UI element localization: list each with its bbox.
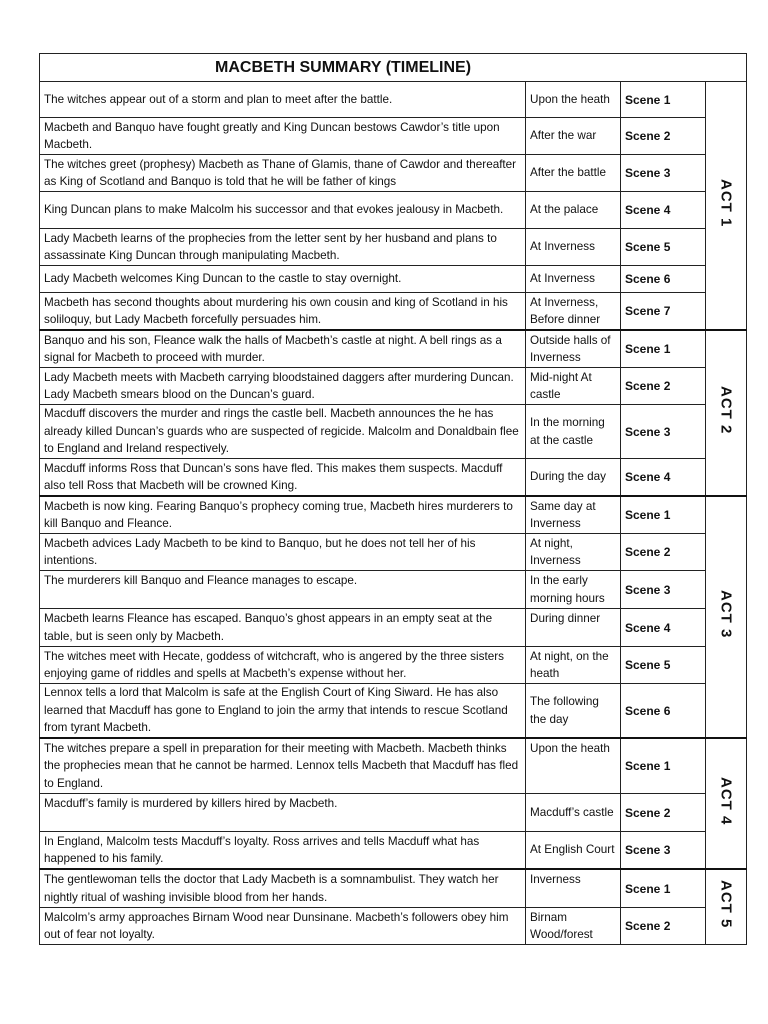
scene-cell: Scene 3	[621, 571, 706, 609]
place-cell: At the palace	[526, 192, 621, 229]
event-cell: The witches prepare a spell in preparation for their meeting with Macbeth. Macbeth thinks the prophecies mean that he cannot be harmed. Lennox tells Macbeth that Macduff has fled to England.	[40, 738, 526, 794]
scene-cell: Scene 1	[621, 496, 706, 534]
place-cell: During the day	[526, 459, 621, 497]
place-cell: At night, Inverness	[526, 534, 621, 571]
table-row	[40, 266, 747, 293]
scene-cell: Scene 2	[621, 534, 706, 571]
event-cell: The gentlewoman tells the doctor that Lady Macbeth is a somnambulist. They watch her nightly ritual of washing invisible blood from her hands.	[40, 869, 526, 908]
place-cell: After the war	[526, 118, 621, 155]
table-row	[40, 368, 747, 405]
event-cell: The witches greet (prophesy) Macbeth as Thane of Glamis, thane of Cawdor and thereafter as King of Scotland and Banquo is told that he will be father of kings	[40, 155, 526, 192]
event-cell: Lady Macbeth welcomes King Duncan to the castle to stay overnight.	[40, 266, 526, 293]
table-row	[40, 684, 747, 739]
event-cell: The witches meet with Hecate, goddess of witchcraft, who is angered by the three sisters enjoying game of riddles and spells at Macbeth’s expense without her.	[40, 647, 526, 684]
event-cell: Lady Macbeth learns of the prophecies from the letter sent by her husband and plans to assassinate King Duncan through manipulating Macbeth.	[40, 229, 526, 266]
table-row	[40, 496, 747, 534]
place-cell: At Inverness	[526, 266, 621, 293]
place-cell: After the battle	[526, 155, 621, 192]
place-cell: Birnam Wood/forest	[526, 908, 621, 945]
event-cell: The witches appear out of a storm and plan to meet after the battle.	[40, 82, 526, 118]
event-cell: Macbeth has second thoughts about murdering his own cousin and king of Scotland in his soliloquy, but Lady Macbeth forcefully persuades him.	[40, 293, 526, 331]
title-row	[40, 54, 747, 82]
place-cell: Macduff’s castle	[526, 794, 621, 832]
act-label: ACT 2	[717, 386, 735, 435]
table-row	[40, 82, 747, 118]
scene-cell: Scene 5	[621, 229, 706, 266]
table-row	[40, 738, 747, 794]
table-row	[40, 908, 747, 945]
table-row	[40, 293, 747, 331]
scene-cell: Scene 1	[621, 738, 706, 794]
act-label-cell	[706, 496, 747, 738]
scene-cell: Scene 1	[621, 869, 706, 908]
scene-cell: Scene 5	[621, 647, 706, 684]
act-label: ACT 4	[717, 776, 735, 826]
scene-cell: Scene 2	[621, 118, 706, 155]
event-cell: Lady Macbeth meets with Macbeth carrying bloodstained daggers after murdering Duncan. Lady Macbeth smears blood on the Duncan’s guard.	[40, 368, 526, 405]
act-label-cell	[706, 869, 747, 945]
scene-cell: Scene 1	[621, 330, 706, 368]
event-cell: Macduff informs Ross that Duncan’s sons have fled. This makes them suspects. Macduff also tell Ross that Macbeth will be crowned King.	[40, 459, 526, 497]
table-row	[40, 118, 747, 155]
scene-cell: Scene 4	[621, 609, 706, 647]
table-row	[40, 405, 747, 459]
table-row	[40, 869, 747, 908]
scene-cell: Scene 4	[621, 459, 706, 497]
scene-cell: Scene 2	[621, 794, 706, 832]
scene-cell: Scene 3	[621, 155, 706, 192]
place-cell: Upon the heath	[526, 738, 621, 794]
place-cell: At Inverness, Before dinner	[526, 293, 621, 331]
place-cell: At Inverness	[526, 229, 621, 266]
act-label: ACT 3	[717, 590, 735, 639]
place-cell: Outside halls of Inverness	[526, 330, 621, 368]
scene-cell: Scene 7	[621, 293, 706, 331]
place-cell: Same day at Inverness	[526, 496, 621, 534]
event-cell: Macduff discovers the murder and rings the castle bell. Macbeth announces the he has already killed Duncan’s guards who are suspected of regicide. Malcolm and Donaldbain flee to England and Ireland respectively.	[40, 405, 526, 459]
table-row	[40, 794, 747, 832]
table-row	[40, 534, 747, 571]
table-row	[40, 832, 747, 870]
place-cell: At English Court	[526, 832, 621, 870]
event-cell: Macduff’s family is murdered by killers hired by Macbeth.	[40, 794, 526, 832]
act-label-cell	[706, 738, 747, 869]
event-cell: Macbeth advices Lady Macbeth to be kind to Banquo, but he does not tell her of his intentions.	[40, 534, 526, 571]
scene-cell: Scene 2	[621, 908, 706, 945]
event-cell: Banquo and his son, Fleance walk the halls of Macbeth’s castle at night. A bell rings as a signal for Macbeth to proceed with murder.	[40, 330, 526, 368]
event-cell: Macbeth and Banquo have fought greatly and King Duncan bestows Cawdor’s title upon Macbeth.	[40, 118, 526, 155]
place-cell: Inverness	[526, 869, 621, 908]
place-cell: During dinner	[526, 609, 621, 647]
event-cell: Malcolm’s army approaches Birnam Wood near Dunsinane. Macbeth’s followers obey him out of fear not loyalty.	[40, 908, 526, 945]
scene-cell: Scene 4	[621, 192, 706, 229]
scene-cell: Scene 3	[621, 832, 706, 870]
event-cell: Lennox tells a lord that Malcolm is safe at the English Court of King Siward. He has also learned that Macduff has gone to England to join the army that intends to rescue Scotland from tyrant Macbeth.	[40, 684, 526, 739]
place-cell: The following the day	[526, 684, 621, 739]
scene-cell: Scene 2	[621, 368, 706, 405]
table-row	[40, 459, 747, 497]
event-cell: Macbeth learns Fleance has escaped. Banquo’s ghost appears in an empty seat at the table, but is seen only by Macbeth.	[40, 609, 526, 647]
place-cell: At night, on the heath	[526, 647, 621, 684]
act-label: ACT 5	[717, 880, 735, 929]
scene-cell: Scene 1	[621, 82, 706, 118]
table-row	[40, 647, 747, 684]
event-cell: The murderers kill Banquo and Fleance manages to escape.	[40, 571, 526, 609]
act-label: ACT 1	[717, 178, 735, 228]
place-cell: In the morning at the castle	[526, 405, 621, 459]
act-label-cell	[706, 82, 747, 331]
place-cell: Mid-night At castle	[526, 368, 621, 405]
timeline-table	[39, 53, 747, 945]
event-cell: Macbeth is now king. Fearing Banquo’s prophecy coming true, Macbeth hires murderers to kill Banquo and Fleance.	[40, 496, 526, 534]
event-cell: In England, Malcolm tests Macduff’s loyalty. Ross arrives and tells Macduff what has happened to his family.	[40, 832, 526, 870]
table-row	[40, 229, 747, 266]
place-cell: In the early morning hours	[526, 571, 621, 609]
table-row	[40, 155, 747, 192]
place-cell: Upon the heath	[526, 82, 621, 118]
scene-cell: Scene 3	[621, 405, 706, 459]
table-row	[40, 192, 747, 229]
table-row	[40, 571, 747, 609]
scene-cell: Scene 6	[621, 266, 706, 293]
table-row	[40, 330, 747, 368]
act-label-cell	[706, 330, 747, 496]
table-title: MACBETH SUMMARY (TIMELINE)	[40, 54, 747, 82]
scene-cell: Scene 6	[621, 684, 706, 739]
event-cell: King Duncan plans to make Malcolm his successor and that evokes jealousy in Macbeth.	[40, 192, 526, 229]
table-row	[40, 609, 747, 647]
